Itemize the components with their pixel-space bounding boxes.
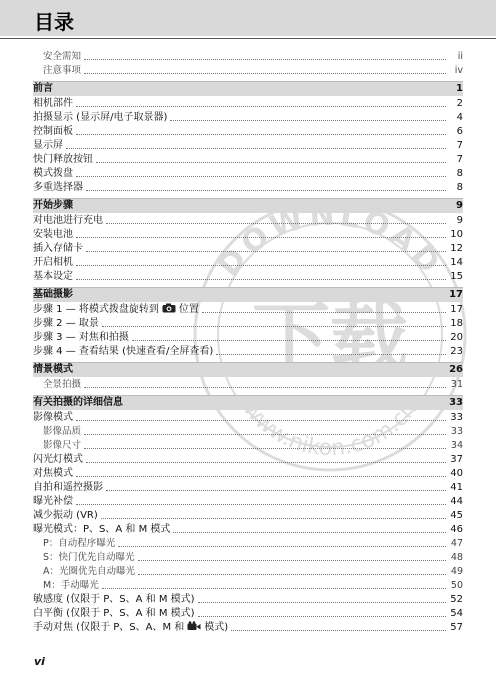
toc-page-number: 12 <box>450 243 463 254</box>
toc-entry[interactable] <box>33 467 463 481</box>
dot-leader <box>173 532 446 533</box>
table-of-contents <box>33 50 463 635</box>
toc-page-number: ii <box>457 51 463 62</box>
toc-page-number: 46 <box>450 524 463 535</box>
toc-entry-text: A：光圈优先自动曝光 <box>43 566 135 577</box>
toc-entry-text: 显示屏 <box>33 140 63 151</box>
toc-entry-text: 安全需知 <box>43 51 82 62</box>
toc-entry-label <box>33 363 73 377</box>
toc-entry-text: 基础摄影 <box>33 289 73 300</box>
dot-leader <box>101 518 446 519</box>
toc-entry[interactable] <box>33 345 463 359</box>
toc-entry[interactable] <box>33 607 463 621</box>
toc-entry-label <box>33 181 83 195</box>
toc-entry-text: 情景模式 <box>33 364 73 375</box>
toc-entry-text: 拍摄显示 (显示屏/电子取景器) <box>33 112 168 123</box>
toc-entry[interactable] <box>33 621 463 635</box>
toc-page-number: 7 <box>456 140 463 151</box>
dot-leader <box>170 120 446 121</box>
toc-entry-label <box>43 551 135 565</box>
toc-page-number: 41 <box>450 482 463 493</box>
toc-page-number: 9 <box>456 215 463 226</box>
toc-entry-label <box>33 82 53 96</box>
toc-entry[interactable] <box>33 509 463 523</box>
toc-entry-label <box>43 579 99 593</box>
toc-entry-text: M：手动曝光 <box>43 580 99 591</box>
dot-leader <box>106 223 446 224</box>
toc-entry-text: 安装电池 <box>33 229 73 240</box>
toc-page-number: 40 <box>450 468 463 479</box>
toc-entry-label <box>33 256 73 270</box>
toc-entry-text: 快门释放按钮 <box>33 154 93 165</box>
toc-entry[interactable] <box>33 228 463 242</box>
toc-entry-text: 步骤 2 — 取景 <box>33 318 99 329</box>
dot-leader <box>138 560 446 561</box>
dot-leader <box>76 279 446 280</box>
toc-page-number: 17 <box>449 289 463 300</box>
toc-section-header[interactable] <box>33 287 463 302</box>
toc-page-number: 23 <box>450 346 463 357</box>
toc-entry-label <box>33 153 93 167</box>
toc-entry-text: 步骤 1 — 将模式拨盘旋转到 <box>33 304 159 315</box>
toc-entry-text: 白平衡 (仅限于 P、S、A 和 M 模式) <box>33 608 195 619</box>
toc-entry-label <box>33 214 103 228</box>
toc-page-number: 18 <box>450 318 463 329</box>
toc-front-entry[interactable] <box>33 50 463 64</box>
dot-leader <box>231 630 446 631</box>
toc-page-number: 2 <box>456 98 463 109</box>
toc-entry-text: 开始步骤 <box>33 200 73 211</box>
toc-entry-text: 步骤 3 — 对焦和拍摄 <box>33 332 129 343</box>
watermark-text-top: DOWNLOAD <box>211 197 449 284</box>
toc-front-entry[interactable] <box>33 64 463 78</box>
toc-entry-text-suffix: 位置 <box>178 304 199 315</box>
movie-icon <box>187 621 201 631</box>
dot-leader <box>138 574 446 575</box>
toc-entry-text: 相机部件 <box>33 98 73 109</box>
dot-leader <box>216 354 446 355</box>
toc-subentry[interactable] <box>33 425 463 439</box>
toc-entry-text: S：快门优先自动曝光 <box>43 552 135 563</box>
toc-entry-text: 手动对焦 (仅限于 P、S、A、M 和 <box>33 622 185 633</box>
toc-entry[interactable] <box>33 153 463 167</box>
toc-entry-label <box>33 111 167 125</box>
toc-subentry[interactable] <box>33 565 463 579</box>
dot-leader <box>86 462 446 463</box>
toc-subentry[interactable] <box>33 439 463 453</box>
toc-page-number: 9 <box>456 200 463 211</box>
toc-entry[interactable] <box>33 331 463 345</box>
toc-subentry[interactable] <box>33 551 463 565</box>
toc-entry-text: 基本设定 <box>33 271 73 282</box>
toc-page-number: 31 <box>450 379 463 390</box>
toc-entry-label <box>43 537 115 551</box>
toc-entry-text: 闪光灯模式 <box>33 454 83 465</box>
toc-entry-label <box>33 199 73 213</box>
toc-entry-label <box>43 439 81 453</box>
toc-entry[interactable] <box>33 270 463 284</box>
toc-entry-label <box>33 453 83 467</box>
header-divider <box>0 38 496 39</box>
dot-leader <box>106 490 446 491</box>
toc-section-header[interactable] <box>33 81 463 96</box>
toc-entry-label <box>33 242 83 256</box>
dot-leader <box>76 237 446 238</box>
toc-page-number: 45 <box>450 510 463 521</box>
toc-entry[interactable] <box>33 495 463 509</box>
dot-leader <box>76 106 446 107</box>
toc-page-number: 6 <box>456 126 463 137</box>
toc-page-number: 33 <box>449 397 463 408</box>
dot-leader <box>84 73 446 74</box>
toc-entry[interactable] <box>33 411 463 425</box>
toc-entry-label <box>33 317 99 331</box>
toc-page-number: 47 <box>450 538 463 549</box>
toc-entry-label <box>33 228 73 242</box>
toc-entry-label <box>33 467 73 481</box>
toc-page-number: 33 <box>450 412 463 423</box>
toc-entry-label <box>33 270 73 284</box>
toc-entry[interactable] <box>33 256 463 270</box>
toc-entry-text: 影像品质 <box>43 426 82 437</box>
toc-section-header[interactable] <box>33 395 463 410</box>
toc-page-number: 8 <box>456 182 463 193</box>
toc-entry-text: 曝光补偿 <box>33 496 73 507</box>
toc-entry-label <box>33 621 228 635</box>
toc-entry-text: 对焦模式 <box>33 468 73 479</box>
toc-entry-text: 减少振动 (VR) <box>33 510 98 521</box>
toc-entry-text: 多重选择器 <box>33 182 83 193</box>
toc-entry[interactable] <box>33 453 463 467</box>
toc-entry-label <box>33 411 73 425</box>
toc-section-header[interactable] <box>33 198 463 213</box>
toc-entry[interactable] <box>33 139 463 153</box>
dot-leader <box>84 59 446 60</box>
toc-entry[interactable] <box>33 593 463 607</box>
toc-entry-label <box>43 425 81 439</box>
dot-leader <box>118 546 446 547</box>
toc-entry-label <box>33 523 170 537</box>
toc-page-number: 1 <box>456 83 463 94</box>
toc-entry-text: 影像模式 <box>33 412 73 423</box>
toc-page-number: 10 <box>450 229 463 240</box>
dot-leader <box>66 148 446 149</box>
toc-page-number: 7 <box>456 154 463 165</box>
toc-entry-label <box>33 396 123 410</box>
toc-entry-text: 开启相机 <box>33 257 73 268</box>
toc-page-number: iv <box>454 65 463 76</box>
toc-page-number: 50 <box>450 580 463 591</box>
toc-entry-label <box>33 593 195 607</box>
toc-page-number: 15 <box>450 271 463 282</box>
toc-page-number: 4 <box>456 112 463 123</box>
toc-entry-text: 有关拍摄的详细信息 <box>33 397 123 408</box>
watermark-text-center: 下载 <box>251 294 409 384</box>
toc-subentry[interactable] <box>33 579 463 593</box>
toc-entry-text: 对电池进行充电 <box>33 215 103 226</box>
dot-leader <box>84 434 446 435</box>
watermark-text-bottom: www.nikon.com.cn <box>237 396 423 462</box>
page-title: 目录 <box>34 10 74 34</box>
toc-entry-label <box>43 378 81 392</box>
dot-leader <box>86 251 446 252</box>
toc-entry[interactable] <box>33 481 463 495</box>
toc-entry[interactable] <box>33 111 463 125</box>
toc-page-number: 52 <box>450 594 463 605</box>
toc-section-header[interactable] <box>33 362 463 377</box>
toc-entry[interactable] <box>33 167 463 181</box>
dot-leader <box>84 387 446 388</box>
toc-entry-label <box>43 50 81 64</box>
dot-leader <box>76 504 446 505</box>
dot-leader <box>102 588 446 589</box>
toc-page-number: 49 <box>450 566 463 577</box>
toc-page-number: 48 <box>450 552 463 563</box>
toc-entry-label <box>33 97 73 111</box>
toc-page-number: 57 <box>450 622 463 633</box>
header-bar <box>0 0 496 36</box>
toc-entry-label <box>33 607 195 621</box>
toc-entry-label <box>43 565 135 579</box>
toc-entry-text: 模式拨盘 <box>33 168 73 179</box>
dot-leader <box>76 265 446 266</box>
toc-page-number: 34 <box>450 440 463 451</box>
dot-leader <box>76 134 446 135</box>
toc-entry-label <box>33 139 63 153</box>
toc-page-number: 14 <box>450 257 463 268</box>
toc-entry-label <box>33 125 73 139</box>
toc-page-number: 44 <box>450 496 463 507</box>
dot-leader <box>76 176 446 177</box>
toc-entry-text: 曝光模式：P、S、A 和 M 模式 <box>33 524 171 535</box>
toc-page-number: 26 <box>449 364 463 375</box>
toc-entry-text: 控制面板 <box>33 126 73 137</box>
dot-leader <box>76 420 446 421</box>
toc-entry-text: 前言 <box>33 83 53 94</box>
dot-leader <box>202 312 446 313</box>
toc-entry-text: P：自动程序曝光 <box>43 538 116 549</box>
toc-entry-text: 全景拍摄 <box>43 379 82 390</box>
dot-leader <box>96 162 446 163</box>
dot-leader <box>76 476 446 477</box>
toc-entry-label <box>33 495 73 509</box>
toc-entry-text: 影像尺寸 <box>43 440 82 451</box>
toc-entry[interactable] <box>33 317 463 331</box>
toc-page-number: 20 <box>450 332 463 343</box>
toc-entry[interactable] <box>33 303 463 317</box>
toc-entry-text-suffix: 模式) <box>204 622 229 633</box>
toc-entry[interactable] <box>33 242 463 256</box>
toc-entry-text: 插入存储卡 <box>33 243 83 254</box>
toc-entry-text: 敏感度 (仅限于 P、S、A 和 M 模式) <box>33 594 195 605</box>
toc-entry-label <box>33 303 199 317</box>
toc-entry-label <box>33 288 73 302</box>
toc-entry-label <box>33 331 129 345</box>
camera-icon <box>162 303 176 313</box>
dot-leader <box>102 326 446 327</box>
toc-subentry[interactable] <box>33 378 463 392</box>
dot-leader <box>198 602 446 603</box>
toc-subentry[interactable] <box>33 537 463 551</box>
dot-leader <box>84 448 446 449</box>
toc-entry-label <box>43 64 81 78</box>
toc-page-number: 17 <box>450 304 463 315</box>
toc-entry-text: 注意事项 <box>43 65 82 76</box>
dot-leader <box>86 190 446 191</box>
toc-page-number: 8 <box>456 168 463 179</box>
toc-entry-label <box>33 167 73 181</box>
toc-entry[interactable] <box>33 125 463 139</box>
toc-entry[interactable] <box>33 181 463 195</box>
toc-entry-text: 步骤 4 — 查看结果 (快速查看/全屏查看) <box>33 346 214 357</box>
toc-page-number: 37 <box>450 454 463 465</box>
dot-leader <box>132 340 446 341</box>
toc-entry[interactable] <box>33 523 463 537</box>
toc-page-number: 33 <box>450 426 463 437</box>
toc-entry-label <box>33 481 103 495</box>
toc-entry-label <box>33 345 213 359</box>
dot-leader <box>198 616 446 617</box>
toc-entry[interactable] <box>33 214 463 228</box>
page-number: vi <box>34 655 45 668</box>
toc-entry-text: 自拍和遥控摄影 <box>33 482 103 493</box>
toc-entry[interactable] <box>33 97 463 111</box>
toc-page-number: 54 <box>450 608 463 619</box>
toc-entry-label <box>33 509 98 523</box>
